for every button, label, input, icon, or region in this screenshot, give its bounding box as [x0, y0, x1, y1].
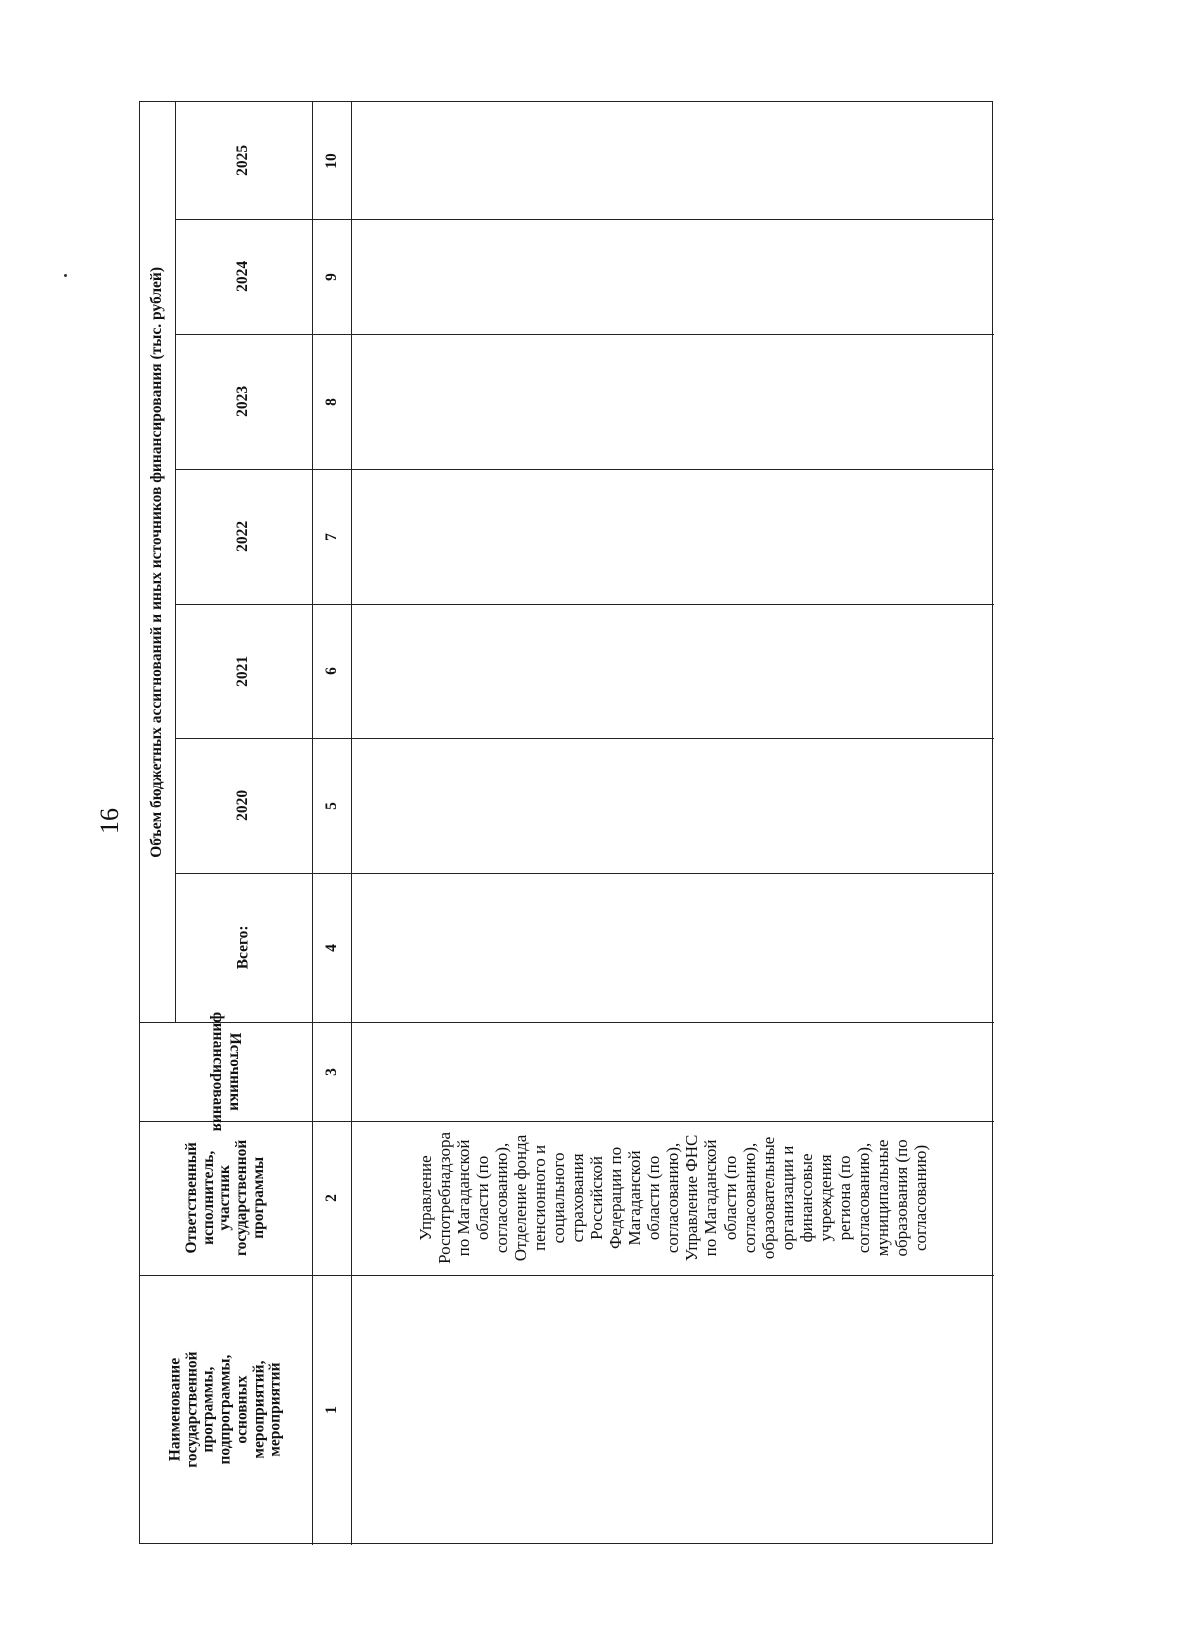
- page-number: 16: [95, 808, 124, 834]
- colnum-7: 7: [322, 532, 340, 541]
- colnum-10: 10: [322, 152, 340, 169]
- row-sources-cell: [351, 1022, 994, 1121]
- colnum-8: 8: [322, 397, 340, 406]
- budget-group-header-cell: [140, 102, 175, 1022]
- header-2021: 2021: [234, 655, 252, 687]
- colnum-2: 2: [322, 1194, 340, 1202]
- header-2025: 2025: [234, 144, 252, 176]
- row-responsible: Управление Роспотребнадзора по Магаданской области (по согласованию), Отделение фонда пенсионного и социального страхования Российской Федерации по Магаданской области (по согласованию), Управление ФНС по Магаданской области (по согласованию), образовательные организации и финансовые учреждения региона (по согласованию), муниципальные образования (по согласованию): [415, 1132, 930, 1264]
- budget-table: [139, 101, 993, 1544]
- header-name: Наименование государственной программы, подпрограммы, основных мероприятий, мероприятий: [166, 1351, 284, 1469]
- colnum-3: 3: [322, 1067, 340, 1076]
- header-2024: 2024: [234, 260, 252, 292]
- header-2020: 2020: [234, 789, 252, 821]
- colnum-4: 4: [322, 943, 340, 952]
- header-2022: 2022: [234, 520, 252, 552]
- scan-speck: [64, 274, 67, 277]
- colnum-1: 1: [322, 1406, 340, 1414]
- row-name-cell: [351, 1275, 994, 1545]
- budget-group-header: Объем бюджетных ассигнований и иных источников финансирования (тыс. рублей): [148, 266, 166, 858]
- header-responsible: Ответственный исполнитель, участник государственной программы: [183, 1139, 268, 1257]
- row-responsible-cell: [351, 1121, 994, 1275]
- header-total: Всего:: [234, 925, 252, 970]
- header-sources: Источники финансирования: [210, 1011, 244, 1132]
- colnum-5: 5: [322, 801, 340, 810]
- colnum-6: 6: [322, 667, 340, 675]
- colnum-9: 9: [322, 272, 340, 281]
- header-2023: 2023: [234, 385, 252, 417]
